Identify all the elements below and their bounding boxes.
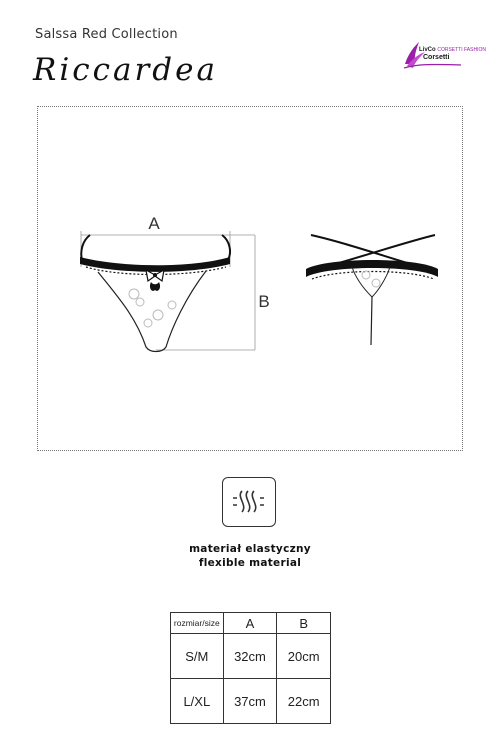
dimension-label-a: A — [148, 214, 160, 233]
logo-text-corsetti: Corsetti — [423, 54, 450, 61]
size-cell: L/XL — [171, 679, 224, 724]
table-row — [171, 634, 331, 679]
header-a: A — [223, 613, 277, 634]
measure-a-cell: 37cm — [223, 679, 277, 724]
product-name: Riccardea — [33, 52, 218, 88]
size-table-header — [171, 613, 331, 634]
collection-name: Salssa Red Collection — [35, 27, 178, 42]
logo-line1-sub: CORSETTI FASHION — [437, 47, 486, 53]
size-cell: S/M — [171, 634, 224, 679]
table-row — [171, 679, 331, 724]
brand-logo — [403, 38, 486, 70]
logo-text-livco — [419, 47, 486, 53]
material-label-en: flexible material — [198, 557, 302, 569]
measure-a-cell: 32cm — [223, 634, 277, 679]
product-diagram-frame — [37, 106, 463, 451]
dimension-label-b: B — [258, 292, 270, 311]
size-table — [170, 612, 331, 724]
header-b: B — [277, 613, 331, 634]
stretch-waves-icon — [223, 478, 274, 525]
material-label-pl: materiał elastyczny — [189, 543, 311, 555]
header-size: rozmiar/size — [171, 613, 224, 634]
measure-b-cell: 20cm — [277, 634, 331, 679]
front-view-illustration — [80, 214, 270, 352]
back-view-illustration — [306, 235, 438, 345]
flexible-material-icon — [222, 477, 276, 527]
product-diagram — [38, 107, 464, 452]
logo-line1: LivCo — [419, 47, 436, 53]
measure-b-cell: 22cm — [277, 679, 331, 724]
